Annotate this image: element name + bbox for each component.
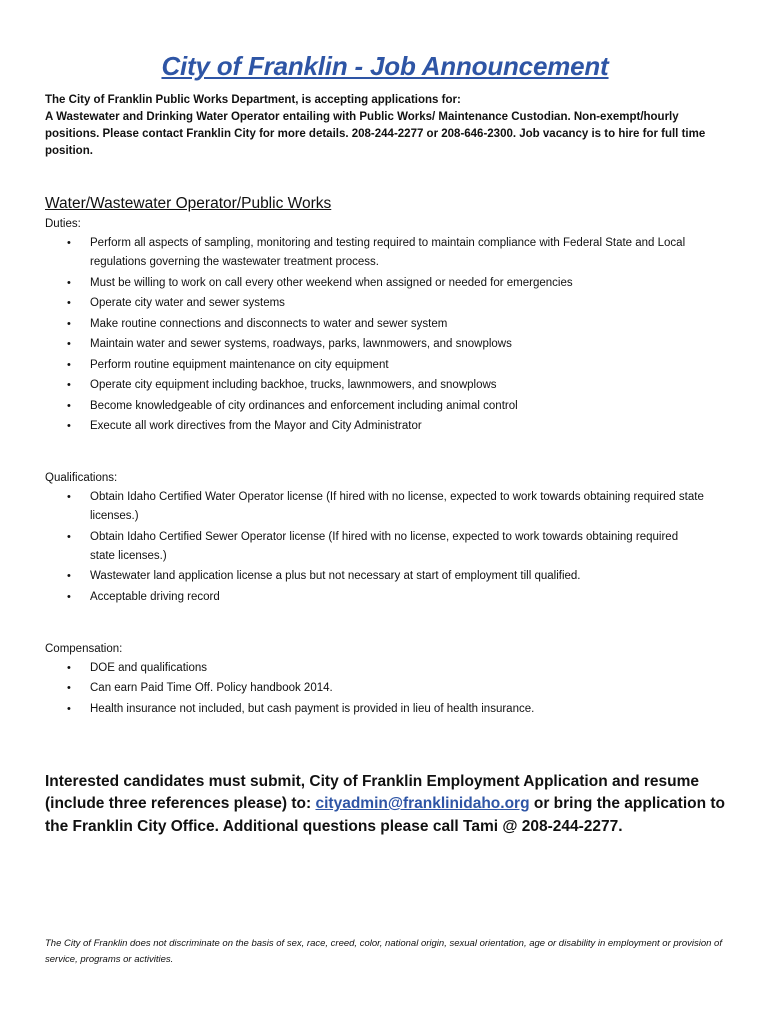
list-item (67, 417, 725, 436)
bullet-icon: • (67, 276, 71, 289)
list-item (67, 488, 725, 526)
duty-text: Operate city water and sewer systems (90, 297, 285, 309)
submit-text-after: or bring the application to the Franklin City Office. Additional questions please call Tami @ 208-244-2277. (45, 795, 726, 835)
duty-text: Perform routine equipment maintenance on city equipment (90, 358, 389, 371)
list-item (67, 274, 725, 293)
bullet-icon: • (67, 338, 71, 350)
bullet-icon: • (67, 682, 71, 694)
list-item (67, 567, 725, 586)
bullet-icon: • (67, 491, 71, 503)
qualification-text: Acceptable driving record (90, 590, 220, 603)
qualifications-block (45, 470, 725, 607)
bullet-icon: • (67, 570, 71, 582)
duty-text: Perform all aspects of sampling, monitoring and testing required to maintain compliance with Federal State and Local regulations governing the wastewater treatment process. (90, 237, 686, 268)
compensation-block (45, 641, 725, 719)
duty-text: Become knowledgeable of city ordinances and enforcement including animal control (90, 399, 518, 412)
list-item (67, 315, 725, 334)
non-discrimination-footer: The City of Franklin does not discriminate on the basis of sex, race, creed, color, national origin, sexual orientation, age or disability in employment or provision of service, programs or activities. (45, 938, 722, 965)
intro-block (45, 92, 725, 160)
compensation-text: Health insurance not included, but cash payment is provided in lieu of health insurance. (90, 702, 535, 715)
qualification-text: Wastewater land application license a plus but not necessary at start of employment till qualified. (90, 570, 581, 582)
position-heading: Water/Wastewater Operator/Public Works (45, 195, 332, 212)
bullet-icon: • (67, 702, 71, 715)
list-item (67, 679, 725, 698)
list-item (67, 588, 725, 607)
list-item (67, 397, 725, 416)
qualifications-list (45, 488, 725, 607)
bullet-icon: • (67, 420, 71, 432)
duty-text: Must be willing to work on call every other weekend when assigned or needed for emergencies (90, 276, 573, 289)
submission-instructions (45, 771, 725, 839)
bullet-icon: • (67, 358, 71, 371)
submit-text-before: Interested candidates must submit, City of Franklin Employment Application and resume (include three references please) to: (45, 772, 699, 812)
compensation-list (45, 659, 725, 719)
list-item (67, 335, 725, 354)
bullet-icon: • (67, 317, 71, 330)
intro-line-2: A Wastewater and Drinking Water Operator entailing with Public Works/ Maintenance Custodian. Non-exempt/hourly positions. Please contact Franklin City for more details. 208-244-2277 or 208-646-2300. Job vacancy is to hire for full time position. (45, 111, 706, 157)
intro-line-1: The City of Franklin Public Works Department, is accepting applications for: (45, 94, 461, 106)
duty-text: Operate city equipment including backhoe, trucks, lawnmowers, and snowplows (90, 379, 497, 391)
list-item (67, 294, 725, 313)
qualifications-label: Qualifications: (45, 472, 118, 484)
qualification-text: Obtain Idaho Certified Sewer Operator license (If hired with no license, expected to work towards obtaining required state licenses.) (90, 530, 679, 562)
bullet-icon: • (67, 399, 71, 412)
bullet-icon: • (67, 379, 71, 391)
duties-label: Duties: (45, 218, 81, 230)
contact-email-link[interactable]: cityadmin@franklinidaho.org (315, 795, 530, 812)
bullet-icon: • (67, 530, 71, 543)
compensation-text: DOE and qualifications (90, 661, 207, 674)
duty-text: Maintain water and sewer systems, roadways, parks, lawnmowers, and snowplows (90, 338, 512, 350)
page-title: City of Franklin - Job Announcement (161, 51, 609, 81)
bullet-icon: • (67, 237, 71, 249)
duty-text: Execute all work directives from the Mayor and City Administrator (90, 420, 422, 432)
compensation-text: Can earn Paid Time Off. Policy handbook 2014. (90, 682, 333, 694)
list-item (67, 356, 725, 375)
list-item (67, 528, 725, 566)
qualification-text: Obtain Idaho Certified Water Operator license (If hired with no license, expected to work towards obtaining required state licenses.) (90, 491, 704, 522)
bullet-icon: • (67, 661, 71, 674)
compensation-label: Compensation: (45, 642, 123, 655)
list-item (67, 700, 725, 719)
duties-list (45, 234, 725, 436)
bullet-icon: • (67, 590, 71, 603)
list-item (67, 234, 725, 272)
bullet-icon: • (67, 297, 71, 309)
duty-text: Make routine connections and disconnects to water and sewer system (90, 317, 448, 330)
list-item (67, 659, 725, 678)
list-item (67, 376, 725, 395)
